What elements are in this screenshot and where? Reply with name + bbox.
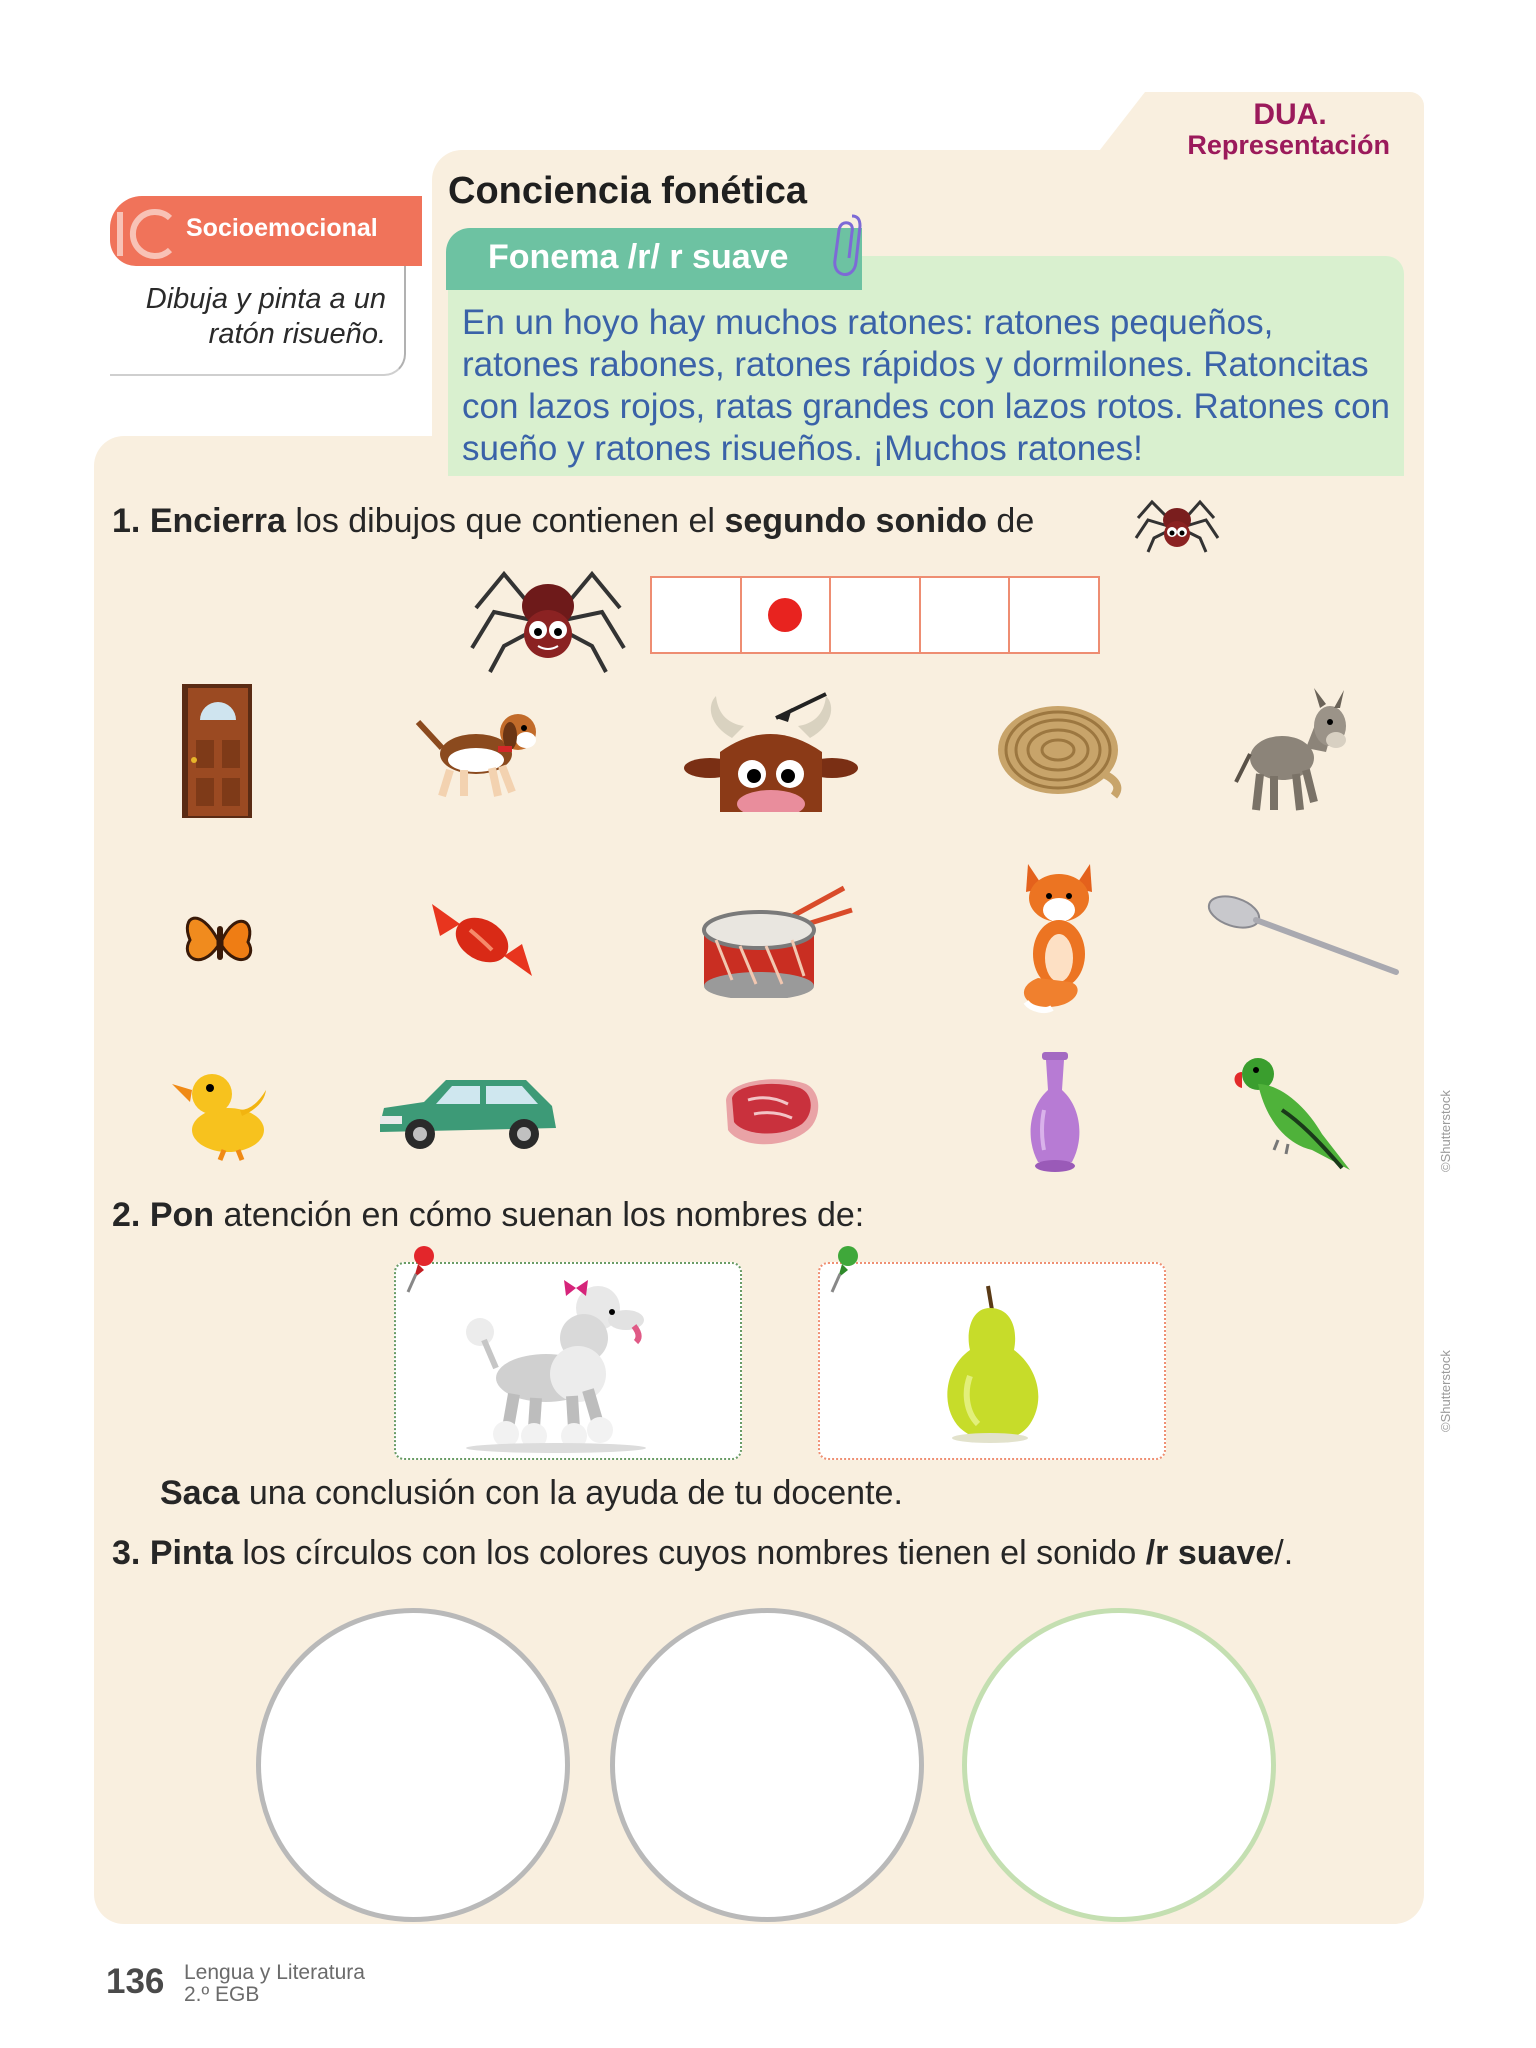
fox-picture[interactable] [1018, 862, 1100, 1014]
question-1-number: 1. [112, 502, 141, 540]
question-2-verb: Pon [149, 1196, 215, 1234]
spider-icon [468, 556, 628, 674]
pushpin-red-icon [404, 1244, 440, 1296]
book-grade: 2.º EGB [184, 1983, 260, 2006]
book-subject: Lengua y Literatura [184, 1961, 365, 1984]
poodle-card[interactable] [394, 1262, 742, 1460]
page-number: 136 [106, 1962, 165, 2001]
question-1-emphasis: segundo sonido [724, 502, 987, 540]
parrot-picture[interactable] [1230, 1054, 1352, 1172]
pushpin-green-icon [828, 1244, 864, 1296]
socio-label: Socioemocional [186, 214, 378, 242]
question-2-number: 2. [112, 1196, 141, 1234]
vase-picture[interactable] [1022, 1050, 1088, 1174]
sound-box[interactable] [742, 578, 832, 652]
question-2-conclusion-text: una conclusión con la ayuda de tu docente. [239, 1474, 903, 1512]
sound-box[interactable] [921, 578, 1011, 652]
question-3-number: 3. [112, 1534, 141, 1572]
question-3-emphasis: /r suave [1145, 1534, 1275, 1572]
candy-picture[interactable] [430, 900, 534, 980]
question-3-text-end: /. [1274, 1534, 1294, 1572]
question-3 [112, 1534, 1293, 1573]
rope-picture[interactable] [996, 700, 1132, 800]
paint-circle-3[interactable] [962, 1608, 1276, 1922]
paint-circle-2[interactable] [610, 1608, 924, 1922]
section-title: Conciencia fonética [448, 170, 807, 212]
question-1-verb: Encierra [149, 502, 286, 540]
butterfly-picture[interactable] [180, 906, 260, 974]
question-1-text-end: de [986, 502, 1035, 540]
drum-picture[interactable] [696, 884, 854, 998]
phoneme-tag-label: Fonema /r/ r suave [488, 238, 789, 276]
spider-small-icon [1134, 490, 1220, 554]
sound-box[interactable] [1010, 578, 1098, 652]
socio-text: Dibuja y pinta a un ratón risueño. [145, 283, 386, 350]
dua-subtitle: Representación [1187, 130, 1390, 160]
sound-box[interactable] [652, 578, 742, 652]
reading-text: En un hoyo hay muchos ratones: ratones pequeños, ratones rabones, ratones rápidos y dormilones. Ratoncitas con lazos rojos, ratas grandes con lazos rotos. Ratones con sueño y ratones risueños. ¡Muchos ratones! [462, 303, 1390, 468]
door-picture[interactable] [178, 680, 258, 822]
paperclip-icon [828, 210, 864, 280]
question-2-conclusion [160, 1474, 903, 1513]
sound-boxes [650, 576, 1100, 654]
paint-circle-1[interactable] [256, 1608, 570, 1922]
question-2 [112, 1196, 864, 1235]
question-1 [112, 502, 1034, 541]
spoon-picture[interactable] [1206, 892, 1400, 976]
poodle-picture [456, 1278, 666, 1454]
book-info [184, 1962, 365, 2006]
image-credit: ©Shutterstock [1438, 1090, 1453, 1172]
dua-title: DUA. [1253, 98, 1327, 131]
car-picture[interactable] [376, 1072, 560, 1152]
question-1-text: los dibujos que contienen el [285, 502, 725, 540]
question-2-conclusion-verb: Saca [160, 1474, 240, 1512]
sound-marker-dot [768, 598, 802, 632]
question-3-text: los círculos con los colores cuyos nombres tienen el sonido [232, 1534, 1146, 1572]
donkey-picture[interactable] [1234, 686, 1352, 814]
image-credit: ©Shutterstock [1438, 1350, 1453, 1432]
dog-picture[interactable] [414, 696, 546, 800]
meat-picture[interactable] [718, 1074, 822, 1150]
question-3-verb: Pinta [149, 1534, 233, 1572]
question-2-text: atención en cómo suenan los nombres de: [214, 1196, 865, 1234]
bull-picture[interactable] [680, 686, 862, 812]
pear-card[interactable] [818, 1262, 1166, 1460]
duck-picture[interactable] [170, 1060, 270, 1162]
socioemotional-logo-icon [112, 204, 182, 264]
pear-picture [930, 1284, 1050, 1444]
sound-box[interactable] [831, 578, 921, 652]
